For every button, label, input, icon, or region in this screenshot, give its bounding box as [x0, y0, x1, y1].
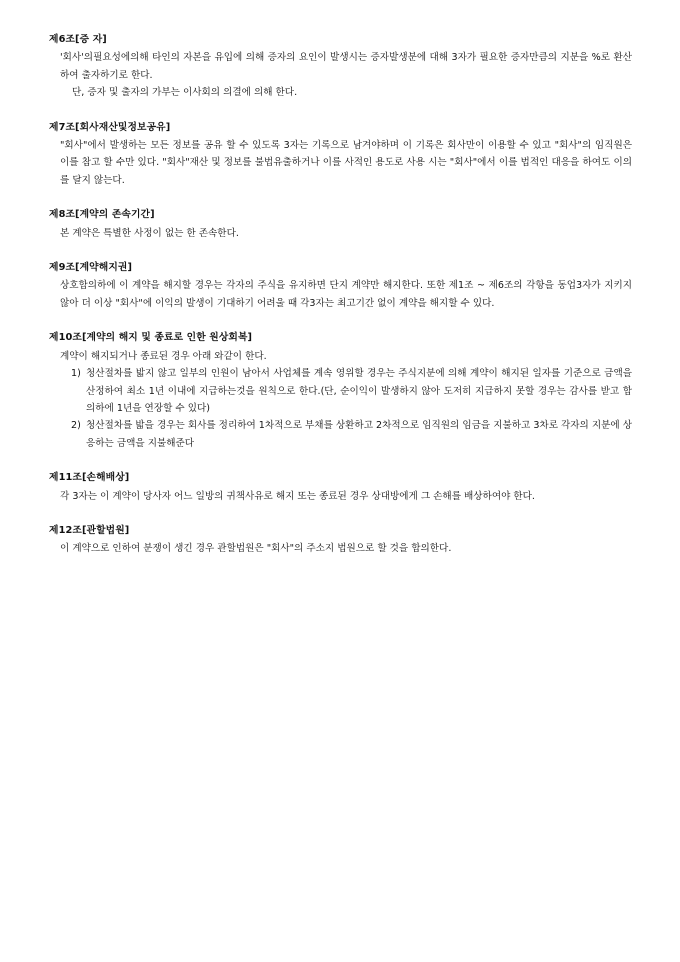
article-paragraph: 이 계약으로 인하여 분쟁이 생긴 경우 관할법원은 "회사"의 주소지 법원으로 할 것을 합의한다. — [60, 543, 452, 555]
article-6 — [49, 31, 632, 102]
article-11 — [49, 469, 632, 505]
list-item-text: 청산절차를 밟지 않고 일부의 인원이 남아서 사업체를 계속 영위할 경우는 주식지분에 의해 계약이 해지된 일자를 기준으로 금액을 산정하여 최소 1년 이내에 지급하는것을 원칙으로 한다.(단, 순이익이 발생하지 않아 도저히 지급하지 못할 경우는 감사를 받고 합의하에 1년을 연장할 수 있다) — [86, 368, 632, 414]
article-paragraph: 본 계약은 특별한 사정이 없는 한 존속한다. — [60, 227, 239, 239]
article-heading: 제10조[계약의 해지 및 종료로 인한 원상회복] — [49, 332, 253, 344]
list-item — [49, 417, 632, 452]
article-paragraph-note: 단, 증자 및 출자의 가부는 이사회의 의결에 의해 한다. — [72, 87, 298, 99]
article-heading: 제6조[증 자] — [49, 34, 107, 45]
article-paragraph: 각 3자는 이 계약이 당사자 어느 일방의 귀책사유로 해지 또는 종료된 경우 상대방에게 그 손해를 배상하여야 한다. — [60, 490, 535, 502]
article-10 — [49, 329, 632, 452]
article-item-list — [49, 365, 632, 452]
article-heading: 제8조[계약의 존속기간] — [49, 209, 155, 221]
article-9 — [49, 259, 632, 312]
article-paragraph: 계약이 해지되거나 종료된 경우 아래 와같이 한다. — [60, 350, 267, 362]
article-paragraph: 상호합의하에 이 계약을 해지할 경우는 각자의 주식을 유지하면 단지 계약만 해지한다. 또한 제1조 ~ 제6조의 각항을 동업3자가 지키지 않아 더 이상 "회사"에 이익의 발생이 기대하기 어려울 때 각3자는 최고기간 없이 계약을 해지할 수 있다. — [60, 280, 632, 309]
article-heading: 제11조[손해배상] — [49, 472, 130, 484]
article-heading: 제7조[회사재산및정보공유] — [49, 121, 171, 133]
article-heading: 제12조[관할법원] — [49, 524, 130, 536]
list-item — [49, 365, 632, 417]
article-12 — [49, 522, 632, 558]
article-paragraph: '회사'의필요성에의해 타인의 자본을 유입에 의해 증자의 요인이 발생시는 증자발생분에 대해 3자가 필요한 증자만큼의 지분을 %로 환산하여 출자하기로 한다. — [60, 52, 632, 81]
article-paragraph: "회사"에서 발생하는 모든 정보를 공유 할 수 있도록 3자는 기록으로 남겨야하며 이 기록은 회사만이 이용할 수 있고 "회사"의 임직원은 이를 참고 할 수만 있다. "회사"재산 및 정보를 불법유출하거나 이를 사적인 용도로 사용 시는 "회사"에서 이를 법적인 대응을 하여도 이의를 달지 않는다. — [60, 140, 632, 186]
article-heading: 제9조[계약해지권] — [49, 262, 133, 274]
list-item-text: 청산절차를 밟을 경우는 회사를 정리하여 1차적으로 부채를 상환하고 2차적으로 임직원의 임금을 지불하고 3차로 각자의 지분에 상응하는 금액을 지불해준다 — [86, 420, 632, 449]
list-item-number: 1) — [71, 368, 81, 380]
article-7 — [49, 119, 632, 190]
list-item-number: 2) — [71, 420, 81, 432]
article-8 — [49, 206, 632, 242]
